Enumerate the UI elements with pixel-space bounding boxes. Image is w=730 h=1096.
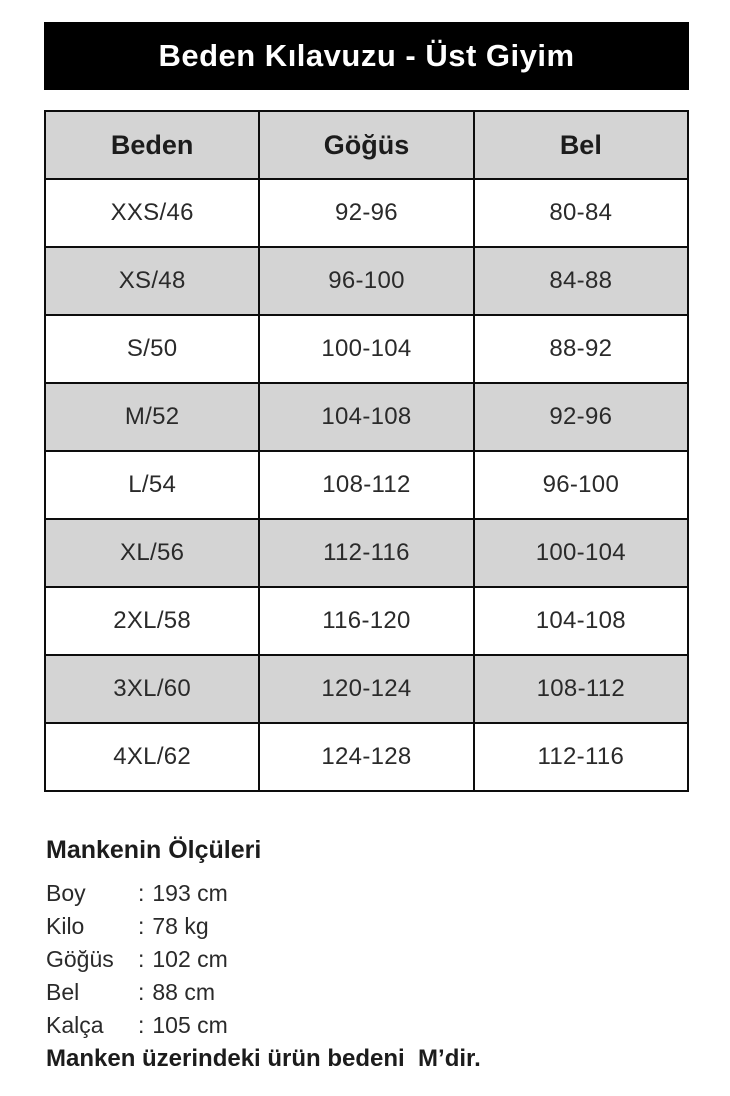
- measurement-row: [46, 943, 686, 976]
- waist-cell: 88-92: [474, 315, 688, 383]
- measurement-separator: :: [138, 1012, 145, 1038]
- measurement-value: 105 cm: [152, 1012, 228, 1038]
- waist-cell: 92-96: [474, 383, 688, 451]
- measurement-row: [46, 1009, 686, 1042]
- waist-cell: 96-100: [474, 451, 688, 519]
- waist-cell: 100-104: [474, 519, 688, 587]
- chest-cell: 108-112: [259, 451, 473, 519]
- measurement-label: Kilo: [46, 913, 85, 939]
- table-row: [45, 587, 688, 655]
- table-row: [45, 451, 688, 519]
- size-table: [44, 110, 689, 792]
- column-header-chest: Göğüs: [259, 111, 473, 179]
- measurement-label: Kalça: [46, 1012, 104, 1038]
- measurement-value: 193 cm: [152, 880, 228, 906]
- chest-cell: 120-124: [259, 655, 473, 723]
- measurement-label: Göğüs: [46, 946, 114, 972]
- measurement-value: 88 cm: [152, 979, 216, 1005]
- measurements-heading: Mankenin Ölçüleri: [46, 836, 262, 864]
- table-row: [45, 247, 688, 315]
- measurement-value: 78 kg: [152, 913, 209, 939]
- title-bar: [44, 22, 689, 90]
- table-row: [45, 315, 688, 383]
- waist-cell: 104-108: [474, 587, 688, 655]
- size-cell: 3XL/60: [45, 655, 259, 723]
- page-title: Beden Kılavuzu - Üst Giyim: [158, 38, 575, 73]
- size-cell: 2XL/58: [45, 587, 259, 655]
- measurement-separator: :: [138, 913, 145, 939]
- waist-cell: 80-84: [474, 179, 688, 247]
- chest-cell: 96-100: [259, 247, 473, 315]
- chest-cell: 124-128: [259, 723, 473, 791]
- table-row: [45, 179, 688, 247]
- size-cell: XL/56: [45, 519, 259, 587]
- chest-cell: 92-96: [259, 179, 473, 247]
- product-size-note: Manken üzerindeki ürün bedeni M’dir.: [46, 1045, 481, 1072]
- size-cell: XS/48: [45, 247, 259, 315]
- table-row: [45, 519, 688, 587]
- size-cell: L/54: [45, 451, 259, 519]
- chest-cell: 112-116: [259, 519, 473, 587]
- column-header-size: Beden: [45, 111, 259, 179]
- size-cell: 4XL/62: [45, 723, 259, 791]
- chest-cell: 100-104: [259, 315, 473, 383]
- measurement-label: Bel: [46, 979, 80, 1005]
- measurement-separator: :: [138, 979, 145, 1005]
- table-row: [45, 723, 688, 791]
- size-table-header-row: [45, 111, 688, 179]
- measurement-separator: :: [138, 880, 145, 906]
- waist-cell: 84-88: [474, 247, 688, 315]
- chest-cell: 116-120: [259, 587, 473, 655]
- measurement-value: 102 cm: [152, 946, 228, 972]
- size-cell: M/52: [45, 383, 259, 451]
- model-measurements: [46, 836, 686, 1073]
- column-header-waist: Bel: [474, 111, 688, 179]
- waist-cell: 108-112: [474, 655, 688, 723]
- size-cell: XXS/46: [45, 179, 259, 247]
- measurement-row: [46, 877, 686, 910]
- table-row: [45, 655, 688, 723]
- measurement-label: Boy: [46, 880, 86, 906]
- chest-cell: 104-108: [259, 383, 473, 451]
- measurement-separator: :: [138, 946, 145, 972]
- measurement-row: [46, 910, 686, 943]
- measurement-row: [46, 976, 686, 1009]
- size-cell: S/50: [45, 315, 259, 383]
- waist-cell: 112-116: [474, 723, 688, 791]
- table-row: [45, 383, 688, 451]
